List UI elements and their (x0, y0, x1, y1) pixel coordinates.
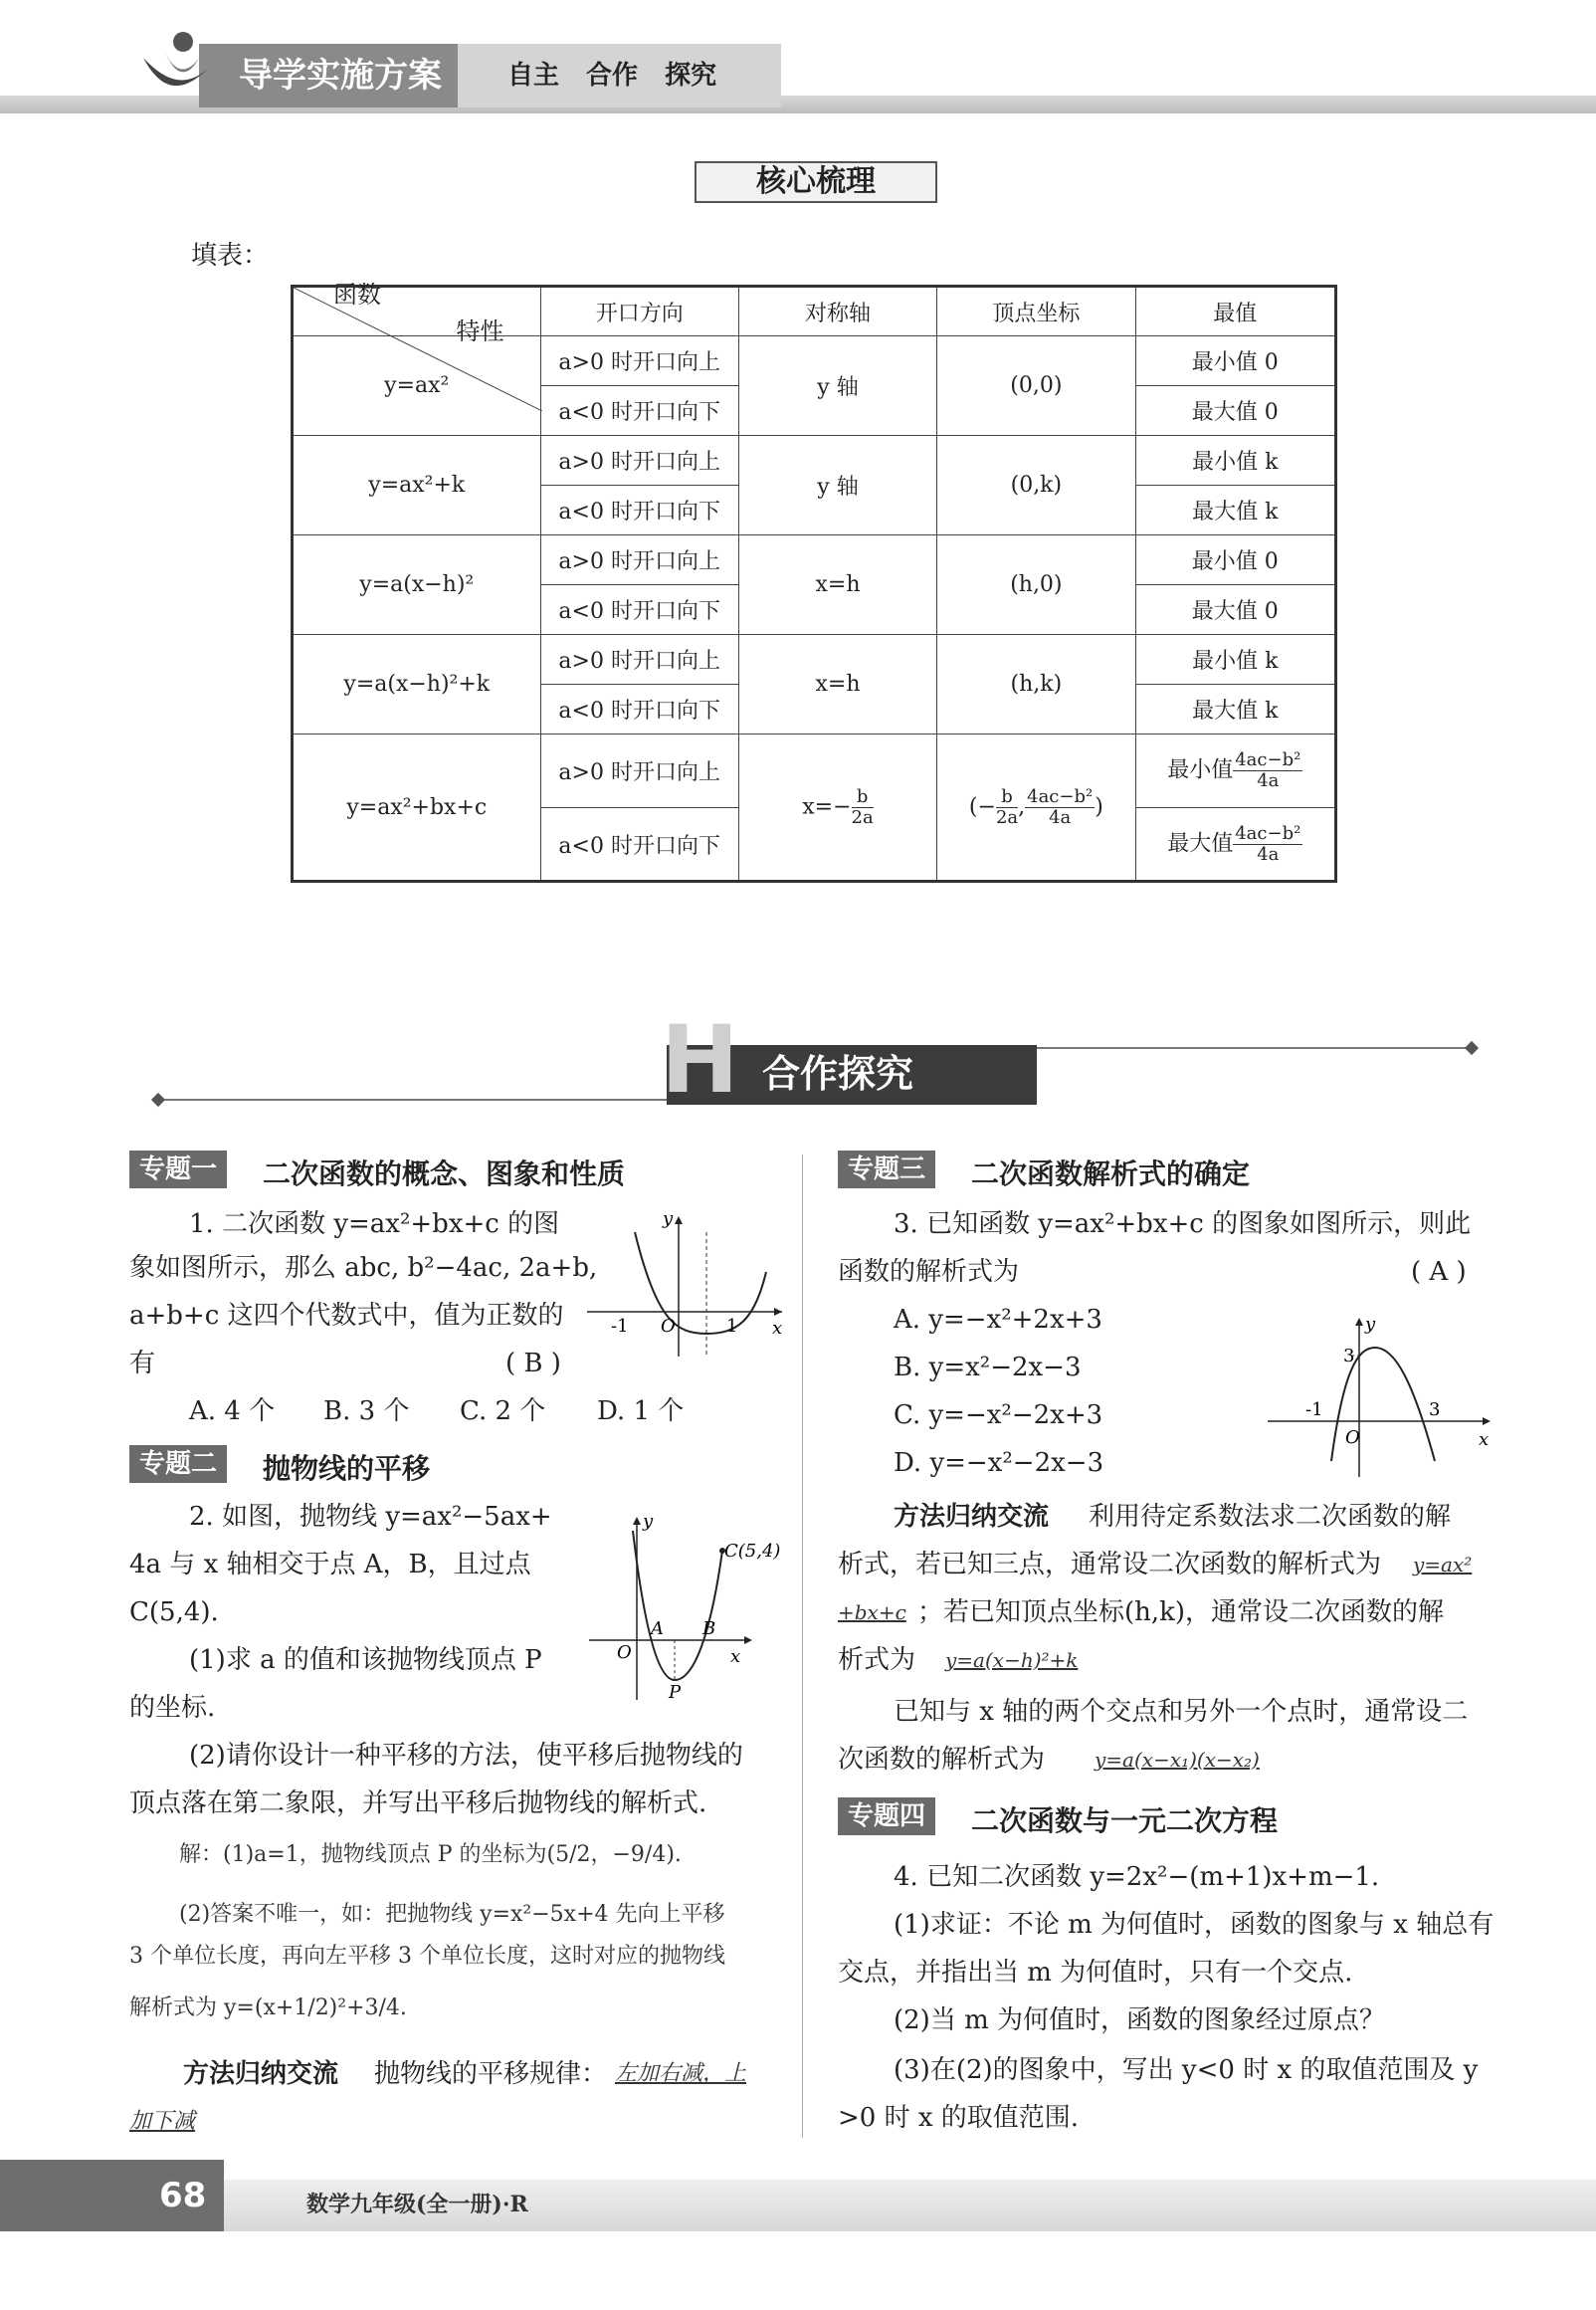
vertex-cell: (h,k) (937, 635, 1135, 735)
origin-label: O (1345, 1427, 1360, 1448)
properties-table (291, 281, 1337, 883)
solution-line: 解：(1)a=1，抛物线顶点 P 的坐标为(5/2，−9/4). (179, 1842, 682, 1867)
axis-x-label: x (730, 1646, 741, 1667)
open-down: a<0 时开口向下 (540, 685, 738, 735)
q3-answer: ( A ) (1411, 1257, 1467, 1287)
parabola-graph-2 (589, 1513, 784, 1702)
header-title: 导学实施方案 (199, 44, 458, 107)
axis-y-label: y (663, 1212, 674, 1229)
q3-option: C. y=−x²−2x+3 (894, 1400, 1103, 1430)
col-header: 开口方向 (540, 287, 738, 336)
solution-line: (2)答案不唯一，如：把抛物线 y=x²−5x+4 先向上平移 (179, 1902, 725, 1927)
extreme-cell: 最大值 k (1135, 486, 1335, 535)
frac-den: 4a (1257, 770, 1280, 791)
q1-option: A. 4 个 (189, 1396, 276, 1426)
q3-option: B. y=x²−2x−3 (894, 1353, 1082, 1382)
extreme-cell: 最小值 0 (1135, 336, 1335, 386)
q2-line: 2. 如图，抛物线 y=ax²−5ax+ (189, 1502, 552, 1532)
extreme-cell: 最小值 0 (1135, 535, 1335, 585)
axis-y-label: y (1365, 1314, 1376, 1335)
q2-sub: 的坐标. (129, 1693, 216, 1723)
banner-line-left (159, 1099, 716, 1101)
axis-cell: y 轴 (738, 436, 936, 535)
method-label: 方法归纳交流 (894, 1502, 1050, 1532)
origin-label: O (661, 1316, 676, 1337)
extreme-prefix: 最大值 (1167, 831, 1234, 856)
col-header: 顶点坐标 (937, 287, 1135, 336)
topic-title: 抛物线的平移 (263, 1452, 431, 1485)
axis-cell: x=h (738, 535, 936, 635)
q4-line: (1)求证：不论 m 为何值时，函数的图象与 x 轴总有 (894, 1910, 1495, 1940)
tick-label: -1 (1305, 1399, 1323, 1420)
q2-line: C(5,4). (129, 1597, 219, 1627)
q4-line: 4. 已知二次函数 y=2x²−(m+1)x+m−1. (894, 1862, 1380, 1892)
corner-top-label: 特性 (456, 317, 504, 345)
method-label: 方法归纳交流 (183, 2059, 339, 2089)
corner-bottom-label: 函数 (333, 281, 381, 309)
fraction (1233, 750, 1302, 791)
axis-cell (738, 735, 936, 882)
axis-cell: x=h (738, 635, 936, 735)
q2-sub: 顶点落在第二象限，并写出平移后抛物线的解析式. (129, 1788, 707, 1818)
vertex-cell: (h,0) (937, 535, 1135, 635)
method-line: 利用待定系数法求二次函数的解 (1089, 1502, 1452, 1532)
topic-tag: 专题三 (838, 1151, 935, 1188)
axis-cell: y 轴 (738, 336, 936, 436)
frac-num: 4ac−b² (1235, 822, 1301, 844)
extreme-cell (1135, 735, 1335, 808)
topic-title: 二次函数解析式的确定 (971, 1157, 1251, 1190)
axis-y-label: y (643, 1513, 654, 1532)
q3-line: 函数的解析式为 (838, 1257, 1020, 1287)
q3-line: 3. 已知函数 y=ax²+bx+c 的图象如图所示，则此 (894, 1209, 1472, 1239)
frac-den: 4a (1049, 806, 1072, 828)
func-cell: y=ax² (293, 336, 541, 436)
table-corner-cell (293, 281, 541, 345)
open-up: a>0 时开口向上 (540, 635, 738, 685)
method-answer: 左加右减，上 (615, 2061, 747, 2086)
topic-tag: 专题二 (129, 1445, 227, 1483)
column-divider (802, 1155, 803, 2138)
q4-line: >0 时 x 的取值范围. (838, 2103, 1080, 2133)
open-up: a>0 时开口向上 (540, 535, 738, 585)
method-answer: +bx+c (838, 1600, 906, 1624)
extreme-cell (1135, 808, 1335, 882)
method-line: ；若已知顶点坐标(h,k)，通常设二次函数的解 (917, 1597, 1445, 1627)
origin-label: O (617, 1642, 632, 1663)
q2-line: 4a 与 x 轴相交于点 A，B，且过点 (129, 1550, 531, 1579)
book-title: 数学九年级(全一册)·R (306, 2192, 528, 2217)
point-p-label: P (669, 1682, 682, 1702)
vertex-cell: (− $\frac{b}{2a}$ , $\frac{\text{4ac−b²}}{4a}$ ) (937, 735, 1135, 882)
frac-num: b (852, 787, 874, 808)
banner-title: 合作探究 (667, 1045, 1037, 1105)
q1-option: C. 2 个 (460, 1396, 546, 1426)
axis-prefix: x=− (802, 794, 852, 819)
func-cell: y=a(x−h)²+k (293, 635, 541, 735)
q1-option: B. 3 个 (323, 1396, 410, 1426)
method-answer: y=ax² (1413, 1553, 1473, 1576)
frac-den: 4a (1257, 843, 1280, 865)
q3-option: D. y=−x²−2x−3 (894, 1448, 1104, 1478)
open-down: a<0 时开口向下 (540, 386, 738, 436)
fraction (852, 787, 874, 828)
topic-title: 二次函数的概念、图象和性质 (263, 1157, 626, 1190)
q3-option: A. y=−x²+2x+3 (894, 1305, 1102, 1335)
tick-label: 1 (726, 1316, 738, 1337)
func-cell: y=ax²+bx+c (293, 735, 541, 882)
point-b-label: B (702, 1618, 716, 1639)
open-down: a<0 时开口向下 (540, 808, 738, 882)
method-line: 次函数的解析式为 (838, 1745, 1046, 1775)
fraction (1025, 787, 1095, 828)
q1-line: 象如图所示，那么 abc, b²−4ac, 2a+b, (129, 1253, 598, 1283)
open-down: a<0 时开口向下 (540, 585, 738, 635)
func-cell: y=a(x−h)² (293, 535, 541, 635)
q1-line: a+b+c 这四个代数式中，值为正数的 (129, 1301, 564, 1331)
point-a-label: A (651, 1618, 664, 1639)
topic-title: 二次函数与一元二次方程 (971, 1804, 1279, 1837)
method-line: 析式为 (838, 1645, 916, 1675)
q1-line: 有 (129, 1349, 156, 1378)
vertex-cell: (0,k) (937, 436, 1135, 535)
point-c-label: C(5,4) (724, 1541, 781, 1562)
extreme-cell: 最大值 0 (1135, 386, 1335, 436)
extreme-cell: 最小值 k (1135, 436, 1335, 486)
tick-label: -1 (611, 1316, 629, 1337)
q1-option: D. 1 个 (597, 1396, 685, 1426)
func-cell: y=ax²+k (293, 436, 541, 535)
page-number: 68 (0, 2160, 224, 2231)
q4-line: (3)在(2)的图象中，写出 y<0 时 x 的取值范围及 y (894, 2055, 1479, 2085)
open-up: a>0 时开口向上 (540, 436, 738, 486)
diamond-icon (151, 1093, 165, 1107)
book-logo-icon (139, 28, 217, 104)
axis-x-label: x (772, 1318, 783, 1339)
frac-num: 4ac−b² (1235, 749, 1301, 771)
method-text: 抛物线的平移规律： (374, 2059, 608, 2089)
banner-letter: H (661, 1006, 739, 1115)
method-line: 析式，若已知三点，通常设二次函数的解析式为 (838, 1550, 1382, 1579)
method-answer: 加下减 (129, 2109, 196, 2134)
open-up: a>0 时开口向上 (540, 735, 738, 808)
method-answer: y=a(x−x₁)(x−x₂) (1095, 1748, 1260, 1772)
q4-line: (2)当 m 为何值时，函数的图象经过原点？ (894, 2005, 1386, 2035)
q1-answer: ( B ) (505, 1349, 561, 1378)
q2-sub: (2)请你设计一种平移的方法，使平移后抛物线的 (189, 1741, 743, 1771)
solution-line: 3 个单位长度，再向左平移 3 个单位长度，这时对应的抛物线 (129, 1944, 725, 1969)
extreme-cell: 最大值 k (1135, 685, 1335, 735)
section-title-core: 核心梳理 (695, 161, 937, 203)
frac-num: 4ac−b² (1027, 785, 1094, 807)
axis-x-label: x (1479, 1429, 1490, 1450)
diamond-icon (1465, 1041, 1479, 1055)
banner-line-right (1015, 1047, 1473, 1049)
topic-tag: 专题四 (838, 1797, 935, 1835)
solution-line: 解析式为 y=(x+1/2)²+3/4. (129, 1995, 407, 2020)
q1-line: 1. 二次函数 y=ax²+bx+c 的图 (189, 1209, 560, 1239)
method-answer: y=a(x−h)²+k (945, 1648, 1079, 1672)
q4-line: 交点，并指出当 m 为何值时，只有一个交点. (838, 1958, 1353, 1988)
tick-label: 3 (1429, 1399, 1441, 1420)
fraction (996, 787, 1018, 828)
tick-label: 3 (1343, 1346, 1355, 1366)
topic-tag: 专题一 (129, 1151, 227, 1188)
parabola-graph-1 (587, 1212, 786, 1362)
col-header: 对称轴 (738, 287, 936, 336)
extreme-cell: 最大值 0 (1135, 585, 1335, 635)
open-down: a<0 时开口向下 (540, 486, 738, 535)
extreme-prefix: 最小值 (1167, 757, 1234, 783)
frac-den: 2a (851, 806, 874, 828)
q2-sub: (1)求 a 的值和该抛物线顶点 P (189, 1645, 542, 1675)
fraction (1233, 824, 1302, 865)
frac-den: 2a (995, 806, 1019, 828)
method-line: 已知与 x 轴的两个交点和另外一个点时，通常设二 (894, 1697, 1469, 1727)
parabola-graph-3 (1266, 1312, 1496, 1479)
open-up: a>0 时开口向上 (540, 336, 738, 386)
fill-table-label: 填表： (191, 241, 270, 271)
vertex-cell: (0,0) (937, 336, 1135, 436)
extreme-cell: 最小值 k (1135, 635, 1335, 685)
frac-num: b (996, 787, 1018, 808)
header-subtitle: 自主 合作 探究 (458, 44, 781, 107)
col-header: 最值 (1135, 287, 1335, 336)
